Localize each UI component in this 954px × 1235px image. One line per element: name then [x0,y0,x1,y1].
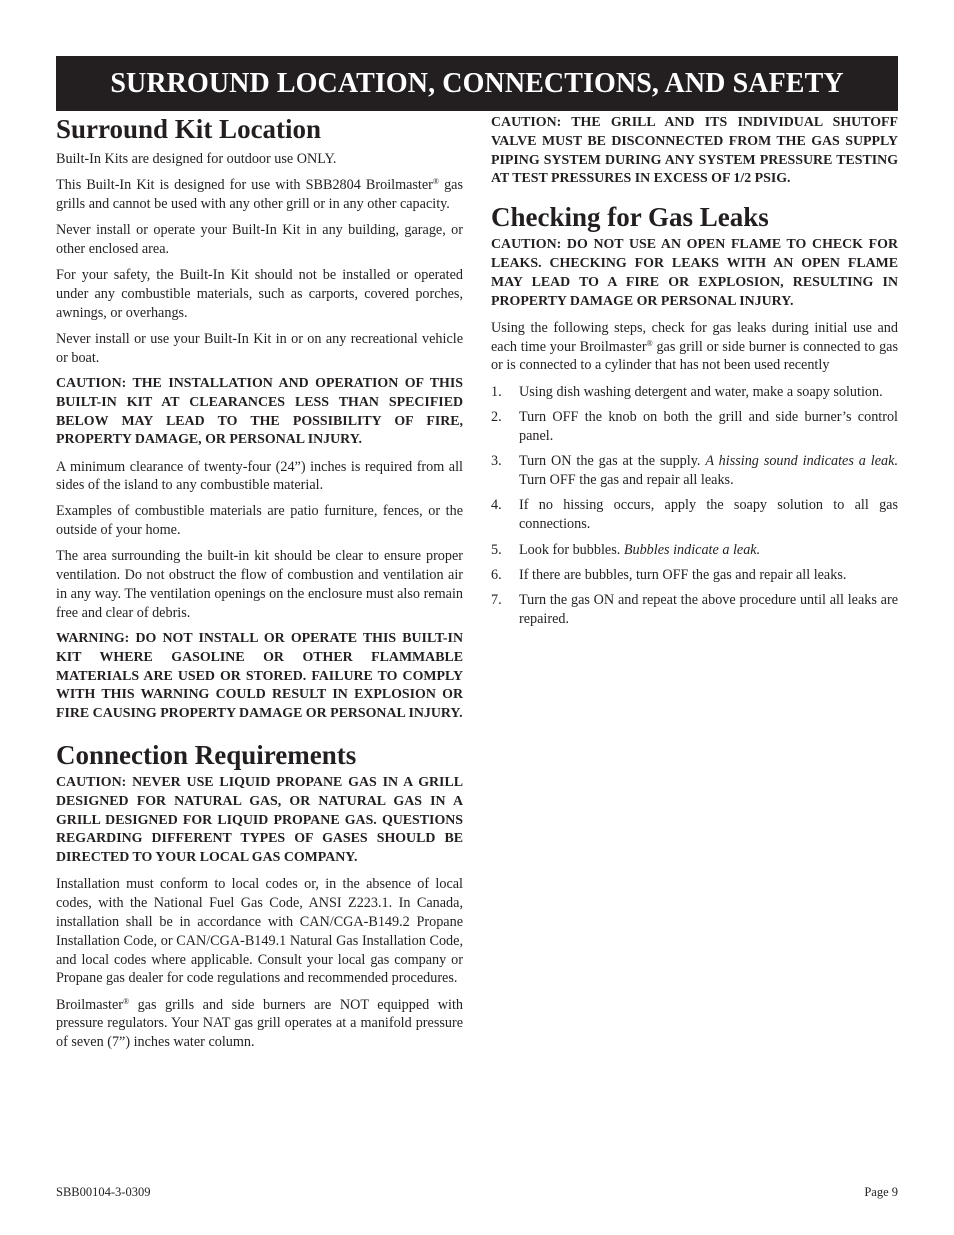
right-column [491,112,898,635]
list-item: 5. Look for bubbles. Bubbles indicate a leak. [491,541,761,558]
caution-gas-type: CAUTION: NEVER USE LIQUID PROPANE GAS IN A GRILL DESIGNED FOR NATURAL GAS, OR NATURAL GAS IN A GRILL DESIGNED FOR LIQUID PROPANE GAS. QUESTIONS REGARDING DIFFERENT TYPES OF GASES SHOULD BE DIRECTED TO YOUR LOCAL GAS COMPANY. [56,775,463,866]
registered-mark: ® [646,338,653,348]
paragraph-outdoor-only: Built-In Kits are designed for outdoor use ONLY. [56,151,337,167]
list-item: 6. If there are bubbles, turn OFF the gas and repair all leaks. [491,566,847,583]
leak-check-steps [491,383,898,629]
list-item: 1. Using dish washing detergent and water, make a soapy solution. [491,383,883,400]
registered-mark: ® [432,177,439,187]
warning-flammable: WARNING: DO NOT INSTALL OR OPERATE THIS BUILT-IN KIT WHERE GASOLINE OR OTHER FLAMMABLE MATERIALS ARE USED OR STORED. FAILURE TO COMPLY WITH THIS WARNING COULD RESULT IN EXPLOSION OR FIRE CAUSING PROPERTY DAMAGE OR PERSONAL INJURY. [56,631,463,722]
document-number: SBB00104-3-0309 [56,1185,151,1199]
paragraph-codes: Installation must conform to local codes or, in the absence of local codes, with the National Fuel Gas Code, ANSI Z223.1. In Canada, installation shall be in accordance with CAN/CGA-B149.2 Propane Installation Code, or CAN/CGA-B149.1 Natural Gas Installation Code, and local codes where applicable. Consult your local gas company or Propane gas dealer for code regulations and recommended procedures. [56,876,463,987]
list-item: 4. If no hissing occurs, apply the soapy solution to all gas connections. [491,497,898,533]
section-banner [56,56,898,111]
page-title: SURROUND LOCATION, CONNECTIONS, AND SAFETY [110,67,844,99]
checking-gas-leaks-heading: Checking for Gas Leaks [491,202,769,233]
connection-requirements-heading: Connection Requirements [56,740,357,771]
paragraph-leak-intro: Using the following steps, check for gas leaks during initial use and each time your Broilmaster® gas grill or side burner is connected to gas or is connected to a cylinder that has not been used recently [491,319,898,374]
page-number: Page 9 [864,1185,898,1199]
paragraph-designed-for: This Built-In Kit is designed for use with SBB2804 Broilmaster® gas grills and cannot be used with any other grill or in any other capacity. [56,177,463,212]
caution-clearances: CAUTION: THE INSTALLATION AND OPERATION OF THIS BUILT-IN KIT AT CLEARANCES LESS THAN SPECIFIED BELOW MAY LEAD TO THE POSSIBILITY OF FIRE, PROPERTY DAMAGE, OR PERSONAL INJURY. [56,375,463,448]
paragraph-recreational-vehicle: Never install or use your Built-In Kit in or on any recreational vehicle or boat. [56,330,463,366]
list-item: 2. Turn OFF the knob on both the grill and side burner’s control panel. [491,408,898,444]
list-item: 7. Turn the gas ON and repeat the above procedure until all leaks are repaired. [491,592,898,628]
left-column [56,112,463,1059]
paragraph-minimum-clearance: A minimum clearance of twenty-four (24”) inches is required from all sides of the island to any combustible material. [56,458,463,494]
paragraph-pressure-regulators: Broilmaster® gas grills and side burners are NOT equipped with pressure regulators. Your NAT gas grill operates at a manifold pressure of seven (7”) inches water column. [56,996,463,1051]
paragraph-never-enclosed: Never install or operate your Built-In Kit in any building, garage, or other enclosed area. [56,222,463,257]
surround-kit-location-heading: Surround Kit Location [56,114,322,144]
paragraph-combustible-overhead: For your safety, the Built-In Kit should not be installed or operated under any combustible materials, such as carports, covered porches, awnings, or overhangs. [56,267,463,321]
paragraph-combustible-examples: Examples of combustible materials are patio furniture, fences, or the outside of your home. [56,503,463,539]
paragraph-ventilation: The area surrounding the built-in kit should be clear to ensure proper ventilation. Do not obstruct the flow of combustion and ventilation air in any way. The ventilation openings on the enclosure must also remain free and clear of debris. [56,548,463,621]
registered-mark: ® [122,996,130,1006]
caution-open-flame: CAUTION: DO NOT USE AN OPEN FLAME TO CHECK FOR LEAKS. CHECKING FOR LEAKS WITH AN OPEN FLAME MAY LEAD TO A FIRE OR EXPLOSION, RESULTING IN PROPERTY DAMAGE OR PERSONAL INJURY. [491,237,898,309]
caution-pressure-testing: CAUTION: THE GRILL AND ITS INDIVIDUAL SHUTOFF VALVE MUST BE DISCONNECTED FROM THE GAS SUPPLY PIPING SYSTEM DURING ANY SYSTEM PRESSURE TESTING AT TEST PRESSURES IN EXCESS OF 1/2 PSIG. [491,115,898,187]
list-item: 3. Turn ON the gas at the supply. A hissing sound indicates a leak. Turn OFF the gas and repair all leaks. [491,453,898,488]
